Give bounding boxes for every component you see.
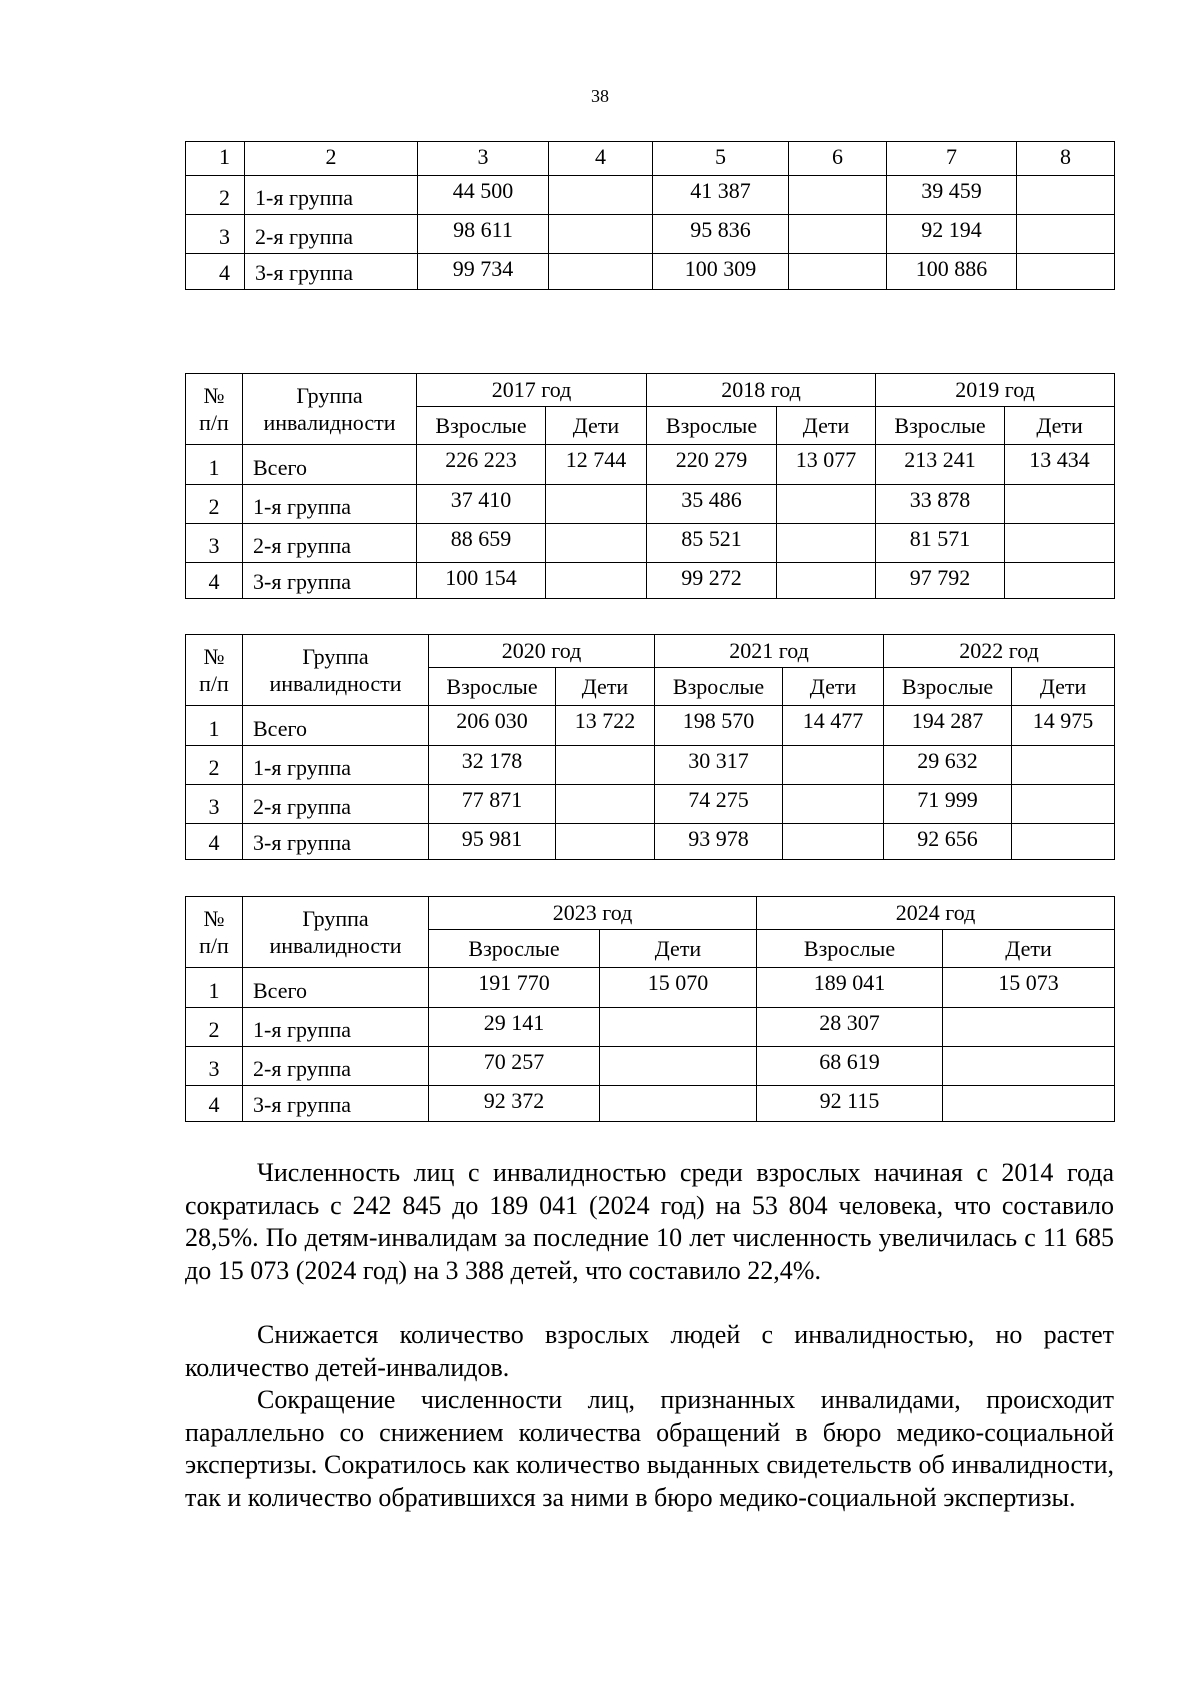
number-header: № п/п	[186, 635, 243, 706]
value-cell: 81 571	[876, 524, 1005, 563]
year-header: 2023 год	[429, 897, 757, 930]
table-row	[186, 1008, 1115, 1047]
group-name: 3-я группа	[245, 254, 418, 290]
number-header: № п/п	[186, 897, 243, 968]
column-number: 4	[549, 142, 653, 176]
value-cell: 14 975	[1012, 706, 1115, 746]
group-name: 2-я группа	[245, 215, 418, 254]
children-header: Дети	[943, 930, 1115, 968]
value-cell: 92 115	[757, 1086, 943, 1122]
value-cell: 213 241	[876, 445, 1005, 485]
value-cell: 29 141	[429, 1008, 600, 1047]
value-cell: 35 486	[647, 485, 777, 524]
paragraph-bureau-requests: Сокращение численности лиц, признанных инвалидами, происходит параллельно со снижением количества обращений в бюро медико-социальной экспертизы. Сократилось как количество выданных свидетельств об инвалидности, так и количество обратившихся за ними в бюро медико-социальной экспертизы.	[185, 1385, 1114, 1512]
value-cell: 220 279	[647, 445, 777, 485]
value-cell: 92 656	[884, 824, 1012, 860]
year-header: 2021 год	[655, 635, 884, 668]
adults-header: Взрослые	[647, 407, 777, 445]
year-header: 2018 год	[647, 374, 876, 407]
value-cell: 92 372	[429, 1086, 600, 1122]
group-name: 3-я группа	[243, 563, 417, 599]
value-cell: 95 836	[653, 215, 789, 254]
number-header: № п/п	[186, 374, 243, 445]
group-name: 2-я группа	[243, 524, 417, 563]
page-number: 38	[591, 86, 609, 106]
value-cell	[789, 254, 887, 290]
column-number-row	[186, 142, 1115, 176]
year-header: 2024 год	[757, 897, 1115, 930]
adults-header: Взрослые	[757, 930, 943, 968]
value-cell	[546, 524, 647, 563]
value-cell: 44 500	[418, 176, 549, 215]
group-name: 2-я группа	[243, 1047, 429, 1086]
value-cell	[1017, 215, 1115, 254]
table-row	[186, 254, 1115, 290]
row-number: 1	[186, 706, 243, 746]
value-cell: 71 999	[884, 785, 1012, 824]
continuation-table	[185, 141, 1115, 290]
value-cell	[556, 785, 655, 824]
table-row	[186, 485, 1115, 524]
value-cell	[549, 254, 653, 290]
value-cell: 30 317	[655, 746, 783, 785]
value-cell: 100 309	[653, 254, 789, 290]
header-row	[186, 635, 1115, 668]
value-cell: 14 477	[783, 706, 884, 746]
row-number: 3	[186, 524, 243, 563]
value-cell: 32 178	[429, 746, 556, 785]
value-cell	[1005, 563, 1115, 599]
group-header: Группа инвалидности	[243, 635, 429, 706]
value-cell: 33 878	[876, 485, 1005, 524]
paragraph-trend-summary: Снижается количество взрослых людей с инвалидностью, но растет количество детей-инвалидов.	[185, 1320, 1114, 1382]
children-header: Дети	[1005, 407, 1115, 445]
value-cell: 97 792	[876, 563, 1005, 599]
value-cell	[943, 1086, 1115, 1122]
value-cell: 37 410	[417, 485, 546, 524]
value-cell: 13 077	[777, 445, 876, 485]
value-cell	[1017, 254, 1115, 290]
value-cell: 99 272	[647, 563, 777, 599]
children-header: Дети	[600, 930, 757, 968]
table-row	[186, 215, 1115, 254]
value-cell	[556, 824, 655, 860]
value-cell: 92 194	[887, 215, 1017, 254]
table-row	[186, 563, 1115, 599]
row-number: 4	[186, 824, 243, 860]
year-header: 2019 год	[876, 374, 1115, 407]
value-cell: 12 744	[546, 445, 647, 485]
header-row	[186, 374, 1115, 407]
row-number: 2	[186, 1008, 243, 1047]
value-cell	[777, 485, 876, 524]
group-name: Всего	[243, 445, 417, 485]
row-number: 3	[186, 1047, 243, 1086]
value-cell	[783, 746, 884, 785]
value-cell	[943, 1047, 1115, 1086]
table-row	[186, 445, 1115, 485]
row-number: 1	[186, 445, 243, 485]
table-row	[186, 176, 1115, 215]
value-cell	[1012, 785, 1115, 824]
row-number: 3	[186, 215, 245, 254]
disability-table-2020-2022	[185, 634, 1115, 860]
adults-header: Взрослые	[429, 668, 556, 706]
children-header: Дети	[546, 407, 647, 445]
group-name: 2-я группа	[243, 785, 429, 824]
year-header: 2022 год	[884, 635, 1115, 668]
value-cell	[546, 563, 647, 599]
group-name: 1-я группа	[243, 1008, 429, 1047]
value-cell: 15 073	[943, 968, 1115, 1008]
table-row	[186, 824, 1115, 860]
value-cell: 15 070	[600, 968, 757, 1008]
value-cell: 95 981	[429, 824, 556, 860]
table-row	[186, 1047, 1115, 1086]
value-cell	[783, 824, 884, 860]
group-name: 3-я группа	[243, 1086, 429, 1122]
disability-table-2023-2024	[185, 896, 1115, 1122]
value-cell: 70 257	[429, 1047, 600, 1086]
column-number: 1	[186, 142, 245, 176]
value-cell: 88 659	[417, 524, 546, 563]
value-cell	[789, 176, 887, 215]
value-cell: 28 307	[757, 1008, 943, 1047]
group-header: Группа инвалидности	[243, 897, 429, 968]
adults-header: Взрослые	[429, 930, 600, 968]
value-cell: 191 770	[429, 968, 600, 1008]
table-row	[186, 746, 1115, 785]
value-cell	[1012, 746, 1115, 785]
value-cell: 29 632	[884, 746, 1012, 785]
children-header: Дети	[777, 407, 876, 445]
value-cell	[556, 746, 655, 785]
value-cell: 13 434	[1005, 445, 1115, 485]
group-name: Всего	[243, 706, 429, 746]
table-row	[186, 524, 1115, 563]
value-cell	[600, 1047, 757, 1086]
value-cell	[1017, 176, 1115, 215]
row-number: 4	[186, 563, 243, 599]
value-cell	[1005, 485, 1115, 524]
row-number: 4	[186, 1086, 243, 1122]
column-number: 2	[245, 142, 418, 176]
adults-header: Взрослые	[655, 668, 783, 706]
value-cell: 74 275	[655, 785, 783, 824]
value-cell	[1005, 524, 1115, 563]
column-number: 7	[887, 142, 1017, 176]
adults-header: Взрослые	[417, 407, 546, 445]
value-cell	[789, 215, 887, 254]
children-header: Дети	[556, 668, 655, 706]
value-cell: 13 722	[556, 706, 655, 746]
column-number: 5	[653, 142, 789, 176]
value-cell: 226 223	[417, 445, 546, 485]
row-number: 2	[186, 746, 243, 785]
value-cell	[549, 215, 653, 254]
value-cell: 194 287	[884, 706, 1012, 746]
value-cell: 39 459	[887, 176, 1017, 215]
value-cell: 93 978	[655, 824, 783, 860]
value-cell	[546, 485, 647, 524]
children-header: Дети	[783, 668, 884, 706]
group-name: 1-я группа	[243, 746, 429, 785]
value-cell	[1012, 824, 1115, 860]
table-row	[186, 1086, 1115, 1122]
adults-header: Взрослые	[876, 407, 1005, 445]
row-number: 1	[186, 968, 243, 1008]
group-name: Всего	[243, 968, 429, 1008]
disability-table-2017-2019	[185, 373, 1115, 599]
column-number: 8	[1017, 142, 1115, 176]
year-header: 2017 год	[417, 374, 647, 407]
value-cell: 41 387	[653, 176, 789, 215]
column-number: 3	[418, 142, 549, 176]
value-cell	[943, 1008, 1115, 1047]
value-cell	[600, 1008, 757, 1047]
value-cell: 206 030	[429, 706, 556, 746]
table-row	[186, 706, 1115, 746]
value-cell	[600, 1086, 757, 1122]
value-cell: 68 619	[757, 1047, 943, 1086]
value-cell: 100 886	[887, 254, 1017, 290]
group-name: 1-я группа	[243, 485, 417, 524]
value-cell: 85 521	[647, 524, 777, 563]
row-number: 2	[186, 485, 243, 524]
row-number: 2	[186, 176, 245, 215]
value-cell: 99 734	[418, 254, 549, 290]
group-name: 1-я группа	[245, 176, 418, 215]
row-number: 3	[186, 785, 243, 824]
year-header: 2020 год	[429, 635, 655, 668]
value-cell: 198 570	[655, 706, 783, 746]
table-row	[186, 785, 1115, 824]
value-cell	[783, 785, 884, 824]
group-header: Группа инвалидности	[243, 374, 417, 445]
value-cell: 100 154	[417, 563, 546, 599]
value-cell	[777, 524, 876, 563]
children-header: Дети	[1012, 668, 1115, 706]
column-number: 6	[789, 142, 887, 176]
adults-header: Взрослые	[884, 668, 1012, 706]
table-row	[186, 968, 1115, 1008]
paragraph-population-change: Численность лиц с инвалидностью среди взрослых начиная с 2014 года сократилась с 242 845 до 189 041 (2024 год) на 53 804 человека, что составило 28,5%. По детям-инвалидам за последние 10 лет численность увеличилась с 11 685 до 15 073 (2024 год) на 3 388 детей, что составило 22,4%.	[185, 1158, 1114, 1285]
value-cell	[549, 176, 653, 215]
value-cell: 98 611	[418, 215, 549, 254]
value-cell: 189 041	[757, 968, 943, 1008]
value-cell: 77 871	[429, 785, 556, 824]
row-number: 4	[186, 254, 245, 290]
value-cell	[777, 563, 876, 599]
group-name: 3-я группа	[243, 824, 429, 860]
header-row	[186, 897, 1115, 930]
